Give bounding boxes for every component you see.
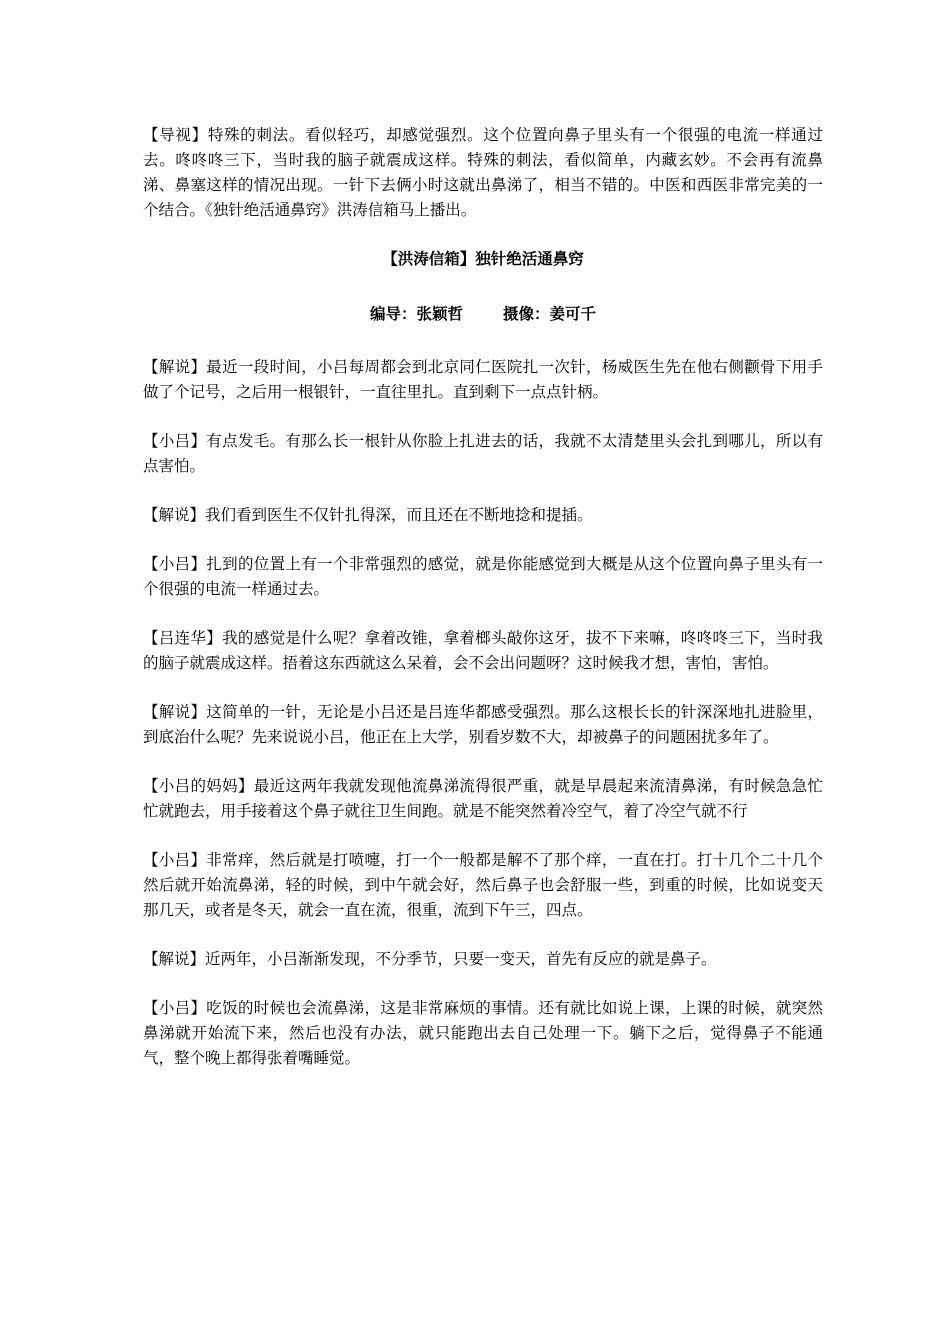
dialogue-paragraph [143, 503, 823, 528]
dialogue-paragraph [143, 774, 823, 824]
paragraph-text: 最近这两年我就发现他流鼻涕流得很严重，就是早晨起来流清鼻涕，有时候急急忙忙就跑去，用手接着这个鼻子就往卫生间跑。就是不能突然着冷空气，着了冷空气就不行 [143, 777, 823, 820]
speaker-tag: 【解说】 [143, 506, 206, 524]
paragraph-text: 我的感觉是什么呢？拿着改锥，拿着榔头敲你这牙，拔不下来嘛，咚咚咚三下，当时我的脑子就震成这样。捂着这东西就这么呆着，会不会出问题呀？这时候我才想，害怕，害怕。 [143, 629, 823, 672]
paragraph-text: 最近一段时间，小吕每周都会到北京同仁医院扎一次针，杨威医生先在他右侧颧骨下用手做了个记号，之后用一根银针，一直往里扎。直到剩下一点点针柄。 [143, 358, 823, 401]
speaker-tag: 【小吕】 [143, 555, 207, 573]
document-title: 【洪涛信箱】独针绝活通鼻窍 [382, 250, 584, 268]
speaker-tag: 【小吕】 [143, 432, 207, 450]
paragraph-text: 我们看到医生不仅针扎得深，而且还在不断地捻和提插。 [205, 506, 593, 524]
dialogue-paragraph [143, 700, 823, 750]
paragraph-text: 扎到的位置上有一个非常强烈的感觉，就是你能感觉到大概是从这个位置向鼻子里头有一个很强的电流一样通过去。 [143, 555, 823, 598]
speaker-tag: 【小吕】 [143, 851, 207, 869]
director-credit: 编导：张颖哲 [369, 305, 463, 323]
speaker-tag: 【解说】 [143, 950, 206, 968]
paragraph-text: 吃饭的时候也会流鼻涕，这是非常麻烦的事情。还有就比如说上课，上课的时候，就突然鼻涕就开始流下来，然后也没有办法，就只能跑出去自己处理一下。躺下之后，觉得鼻子不能通气，整个晚上都得张着嘴睡觉。 [143, 999, 823, 1067]
speaker-tag: 【小吕】 [143, 999, 207, 1017]
dialogue-paragraph [143, 947, 823, 972]
paragraph-text: 这简单的一针，无论是小吕还是吕连华都感受强烈。那么这根长长的针深深地扎进脸里，到底治什么呢？先来说说小吕，他正在上大学，别看岁数不大，却被鼻子的问题困扰多年了。 [143, 703, 823, 746]
document-page [143, 123, 823, 1095]
speaker-tag: 【小吕的妈妈】 [143, 777, 254, 795]
speaker-tag: 【解说】 [143, 703, 207, 721]
dialogue-paragraph [143, 552, 823, 602]
paragraph-text: 特殊的刺法。看似轻巧，却感觉强烈。这个位置向鼻子里头有一个很强的电流一样通过去。咚咚咚三下，当时我的脑子就震成这样。特殊的刺法，看似简单，内藏玄妙。不会再有流鼻涕、鼻塞这样的情况出现。一针下去俩小时这就出鼻涕了，相当不错的。中医和西医非常完美的一个结合。《独针绝活通鼻窍》洪涛信箱马上播出。 [143, 126, 823, 219]
dialogue-paragraph [143, 429, 823, 479]
speaker-tag: 【导视】 [143, 126, 208, 144]
paragraph-text: 近两年，小吕渐渐发现，不分季节，只要一变天，首先有反应的就是鼻子。 [205, 950, 717, 968]
camera-credit: 摄像：姜可千 [503, 305, 597, 323]
dialogue-paragraph [143, 848, 823, 923]
intro-paragraph [143, 123, 823, 223]
dialogue-paragraph [143, 355, 823, 405]
dialogue-paragraph [143, 996, 823, 1071]
paragraph-text: 有点发毛。有那么长一根针从你脸上扎进去的话，我就不太清楚里头会扎到哪儿，所以有点害怕。 [143, 432, 823, 475]
speaker-tag: 【吕连华】 [143, 629, 223, 647]
paragraph-text: 非常痒，然后就是打喷嚏，打一个一般都是解不了那个痒，一直在打。打十几个二十几个然后就开始流鼻涕，轻的时候，到中午就会好，然后鼻子也会舒服一些，到重的时候，比如说变天那几天，或者是冬天，就会一直在流，很重，流到下午三，四点。 [143, 851, 823, 919]
credits-line [143, 302, 823, 327]
dialogue-paragraph [143, 626, 823, 676]
speaker-tag: 【解说】 [143, 358, 207, 376]
